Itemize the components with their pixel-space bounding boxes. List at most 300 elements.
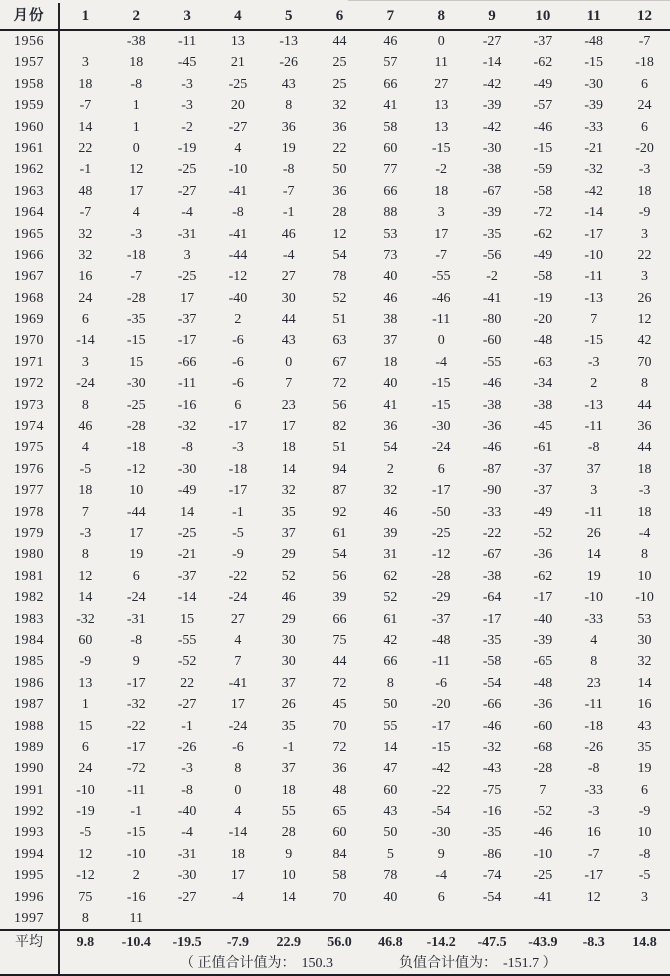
table-row [0,566,670,587]
table-row [0,694,670,715]
value-cell: -7 [79,98,92,114]
value-cell: -42 [482,76,502,92]
value-cell: 32 [78,226,93,242]
year-label: 1997 [0,908,60,929]
average-value-cell: 14.8 [632,935,657,951]
average-value-cell: -14.2 [426,935,456,951]
value-cell: 58 [383,119,398,135]
table-row [0,544,670,565]
value-cell: 37 [383,333,398,349]
value-cell: -30 [126,376,146,392]
value-cell: 60 [78,632,93,648]
value-cell: 77 [383,162,398,178]
value-cell: -11 [432,312,451,328]
positive-sum-value: 150.3 [301,956,333,972]
value-cell [314,908,365,929]
value-cell: -3 [181,76,193,92]
table-row [0,587,670,608]
value-cell: -46 [482,376,502,392]
year-label: 1969 [0,309,60,330]
value-cell: -43 [482,761,502,777]
value-cell: -26 [279,55,299,71]
value-cell: -72 [126,761,146,777]
value-cell: -22 [228,568,248,584]
table-row [0,502,670,523]
value-cell: -40 [228,290,248,306]
value-cell: -33 [584,611,604,627]
value-cell: -61 [533,440,553,456]
value-cell: -38 [126,34,146,49]
value-cell: -5 [638,868,651,884]
value-cell: -45 [533,419,553,435]
value-cell: 46 [383,504,398,520]
positive-sum-label: 正值合计值为： [197,956,296,972]
value-cell: -48 [533,675,553,691]
value-cell: -37 [533,461,553,477]
value-cell: 72 [332,376,347,392]
open-paren: （ [180,956,198,972]
value-cell [467,908,518,929]
value-cell: 44 [637,397,652,413]
value-cell: 2 [234,312,242,328]
value-cell: 14 [180,504,195,520]
value-cell: 32 [637,654,652,670]
value-cell: 24 [78,290,93,306]
value-cell: -30 [431,825,451,841]
value-cell: 36 [332,119,347,135]
value-cell: -37 [177,568,197,584]
average-value-cell: 9.8 [76,935,95,951]
value-cell: 30 [637,632,652,648]
value-cell: -58 [482,654,502,670]
value-cell: -1 [232,504,244,520]
value-cell: 46 [281,226,296,242]
value-cell: -14 [177,590,197,606]
corner-label: 月份 [0,3,60,29]
value-cell: 17 [180,290,195,306]
value-cell: -4 [638,525,651,541]
value-cell: 32 [332,98,347,114]
value-cell: 6 [437,889,445,905]
value-cell [162,908,213,929]
value-cell: -67 [482,547,502,563]
table-row [0,159,670,180]
value-cell: -40 [177,804,197,820]
table-row [0,309,670,330]
value-cell: -22 [126,718,146,734]
value-cell: -39 [482,205,502,221]
table-row [0,224,670,245]
value-cell: 22 [78,140,93,156]
value-cell: 13 [434,119,449,135]
negative-sum-label: 负值合计值为： [399,956,497,972]
value-cell: -9 [232,547,244,563]
summary-section [0,929,670,976]
value-cell: -7 [587,846,600,862]
value-cell: 39 [383,525,398,541]
value-cell: -34 [533,376,553,392]
value-cell: -8 [587,440,600,456]
value-cell: -8 [232,205,244,221]
value-cell: -37 [177,312,197,328]
value-cell: 61 [383,611,398,627]
value-cell: 15 [129,354,144,370]
value-cell: 13 [434,98,449,114]
table-row [0,737,670,758]
value-cell: 7 [81,504,89,520]
value-cell: -66 [177,354,197,370]
table-row [0,95,670,116]
value-cell: 10 [637,568,652,584]
value-cell: -8 [181,440,193,456]
value-cell: 23 [586,675,601,691]
value-cell: -59 [533,162,553,178]
value-cell: -28 [126,290,146,306]
value-cell: -27 [228,119,248,135]
value-cell: 37 [586,461,601,477]
value-cell: 6 [234,397,242,413]
value-cell [619,908,670,929]
value-cell: -1 [79,162,92,178]
value-cell: 8 [641,547,649,563]
value-cell: -30 [177,461,197,477]
value-cell: 53 [383,226,398,242]
year-label: 1964 [0,202,60,223]
value-cell: 12 [586,889,601,905]
value-cell: -41 [533,889,553,905]
value-cell: -15 [584,55,604,71]
value-cell: 46 [281,590,296,606]
value-cell: -25 [228,76,248,92]
table-row [0,31,670,52]
value-cell: -8 [130,76,143,92]
value-cell: -31 [177,846,197,862]
value-cell: -36 [533,547,553,563]
value-cell: 6 [132,568,140,584]
value-cell: -4 [435,868,448,884]
value-cell: 8 [81,547,89,563]
value-cell: 41 [383,98,398,114]
value-cell: -35 [482,226,502,242]
value-cell: 40 [383,889,398,905]
value-cell: -15 [431,140,451,156]
value-cell: 66 [383,183,398,199]
value-cell: -33 [482,504,502,520]
value-cell: -11 [584,269,603,285]
column-header: 6 [335,8,344,24]
value-cell: 38 [383,312,398,328]
value-cell: 26 [281,697,296,713]
value-cell: -3 [638,162,651,178]
table-header-row [0,3,670,31]
value-cell: -7 [130,269,143,285]
value-cell: 44 [637,440,652,456]
value-cell: 23 [281,397,296,413]
value-cell: 26 [637,290,652,306]
value-cell: -11 [432,654,451,670]
value-cell: 4 [590,632,598,648]
value-cell: -32 [482,739,502,755]
value-cell: 10 [129,483,144,499]
year-label: 1961 [0,138,60,159]
value-cell [60,31,111,52]
table-row [0,437,670,458]
table-row [0,266,670,287]
table-row [0,459,670,480]
value-cell: 19 [586,568,601,584]
value-cell: 66 [332,611,347,627]
average-value-cell: -7.9 [226,935,249,951]
value-cell: -37 [533,34,553,49]
table-row [0,373,670,394]
value-cell: 14 [383,739,398,755]
value-cell: -65 [533,654,553,670]
value-cell: -3 [181,98,193,114]
value-cell: 54 [332,247,347,263]
value-cell: -22 [482,525,502,541]
table-row [0,74,670,95]
value-cell: -11 [584,419,603,435]
value-cell: 16 [637,697,652,713]
value-cell: -14 [482,55,502,71]
value-cell: -42 [584,183,604,199]
column-header: 3 [183,8,191,24]
value-cell: 17 [129,525,144,541]
year-label: 1995 [0,865,60,886]
value-cell: -3 [232,440,244,456]
value-cell: -3 [587,354,600,370]
value-cell: 35 [281,718,296,734]
value-cell: -3 [79,525,92,541]
value-cell: 4 [234,632,242,648]
year-label: 1960 [0,117,60,138]
average-value-cell: 56.0 [327,935,352,951]
value-cell: -24 [228,718,248,734]
value-cell: 70 [637,354,652,370]
value-cell: 92 [332,504,347,520]
value-cell: 52 [281,568,296,584]
year-label: 1963 [0,181,60,202]
value-cell: 45 [332,697,347,713]
value-cell: -2 [435,162,448,178]
average-value-cell: -19.5 [172,935,202,951]
average-value-cell: -10.4 [121,935,151,951]
value-cell: 27 [281,269,296,285]
value-cell: -35 [126,312,146,328]
value-cell: 30 [281,290,296,306]
year-label: 1974 [0,416,60,437]
value-cell: -20 [431,697,451,713]
value-cell: -20 [533,312,553,328]
value-cell: -54 [482,889,502,905]
value-cell: -17 [431,718,451,734]
totals-row [0,954,670,974]
value-cell: 43 [637,718,652,734]
table-row [0,801,670,822]
table-row [0,673,670,694]
value-cell: 18 [434,183,449,199]
value-cell: -31 [126,611,146,627]
value-cell: -15 [431,397,451,413]
value-cell: 75 [78,889,93,905]
column-header: 4 [234,8,242,24]
value-cell: -10 [228,162,248,178]
value-cell: -1 [181,718,193,734]
value-cell [212,908,263,929]
value-cell: -19 [177,140,197,156]
value-cell: 30 [281,654,296,670]
scan-artifact-line [348,0,670,1]
value-cell: 46 [383,290,398,306]
value-cell: 6 [81,739,89,755]
value-cell: 50 [383,697,398,713]
value-cell: -52 [177,654,197,670]
value-cell: 82 [332,419,347,435]
value-cell: 65 [332,804,347,820]
value-cell: 6 [437,461,445,477]
value-cell: 51 [332,440,347,456]
value-cell: -66 [482,697,502,713]
value-cell: -3 [130,226,143,242]
value-cell: 12 [78,846,93,862]
value-cell: -16 [126,889,146,905]
value-cell: 27 [434,76,449,92]
value-cell: 32 [78,247,93,263]
value-cell: -86 [482,846,502,862]
value-cell: -64 [482,590,502,606]
value-cell: 84 [332,846,347,862]
value-cell: -38 [482,397,502,413]
table-row [0,352,670,373]
value-cell [263,908,314,929]
value-cell: -9 [638,804,651,820]
value-cell: 14 [637,675,652,691]
value-cell: -11 [584,504,603,520]
year-label: 1962 [0,159,60,180]
value-cell: -46 [431,290,451,306]
value-cell: 37 [281,761,296,777]
value-cell: 94 [332,461,347,477]
value-cell: -30 [431,419,451,435]
value-cell: 30 [281,632,296,648]
value-cell: -62 [533,226,553,242]
table-row [0,117,670,138]
value-cell: 18 [78,76,93,92]
value-cell: -3 [587,804,600,820]
value-cell: -42 [431,761,451,777]
value-cell: -24 [126,590,146,606]
value-cell: -30 [177,868,197,884]
value-cell: 12 [78,568,93,584]
table-row [0,202,670,223]
value-cell: 46 [383,34,398,49]
value-cell: 31 [383,547,398,563]
value-cell: -6 [232,739,244,755]
value-cell: 25 [332,55,347,71]
value-cell: -17 [431,483,451,499]
value-cell: 75 [332,632,347,648]
value-cell: 40 [383,376,398,392]
value-cell: -9 [638,205,651,221]
table-row [0,395,670,416]
value-cell: -25 [533,868,553,884]
value-cell: 5 [386,846,394,862]
value-cell: 18 [637,183,652,199]
value-cell: -54 [482,675,502,691]
value-cell: 18 [281,782,296,798]
value-cell: -12 [431,547,451,563]
value-cell: 8 [590,654,598,670]
value-cell: -72 [533,205,553,221]
value-cell: 14 [78,119,93,135]
value-cell: 22 [332,140,347,156]
monthly-values-table [0,3,670,976]
year-label: 1983 [0,609,60,630]
value-cell: 44 [332,34,347,49]
value-cell: -24 [76,376,95,392]
value-cell: -41 [228,183,248,199]
value-cell: 15 [78,718,93,734]
value-cell: -52 [533,804,553,820]
value-cell: -28 [431,568,451,584]
value-cell: -6 [232,333,244,349]
value-cell: 7 [285,376,293,392]
value-cell: -1 [282,205,295,221]
value-cell: 1 [132,119,140,135]
value-cell: -7 [435,247,448,263]
value-cell: -38 [482,568,502,584]
value-cell: -17 [177,333,197,349]
value-cell: -25 [126,397,146,413]
value-cell: -30 [482,140,502,156]
value-cell: -10 [76,782,95,798]
year-label: 1978 [0,502,60,523]
value-cell: 46 [78,419,93,435]
value-cell: -33 [584,119,604,135]
value-cell: -32 [126,697,146,713]
value-cell: -60 [482,333,502,349]
value-cell: -40 [533,611,553,627]
value-cell: 18 [281,440,296,456]
value-cell: 36 [332,761,347,777]
year-label: 1984 [0,630,60,651]
value-cell: 14 [281,889,296,905]
value-cell: 37 [281,675,296,691]
value-cell: -28 [533,761,553,777]
value-cell: 21 [230,55,245,71]
value-cell: 56 [332,397,347,413]
value-cell: 17 [434,226,449,242]
value-cell: 0 [437,333,445,349]
value-cell: -7 [79,205,92,221]
average-value-cell: 22.9 [276,935,301,951]
value-cell: 1 [132,98,140,114]
year-label: 1981 [0,566,60,587]
value-cell: -46 [533,825,553,841]
average-value-cell: -47.5 [477,935,507,951]
value-cell: -8 [587,761,600,777]
year-label: 1972 [0,373,60,394]
value-cell: 7 [590,312,598,328]
value-cell: 28 [281,825,296,841]
value-cell: 3 [81,354,89,370]
value-cell: 36 [637,419,652,435]
value-cell: 60 [383,140,398,156]
value-cell: 72 [332,739,347,755]
value-cell: 67 [332,354,347,370]
value-cell: 47 [383,761,398,777]
value-cell: -39 [482,98,502,114]
